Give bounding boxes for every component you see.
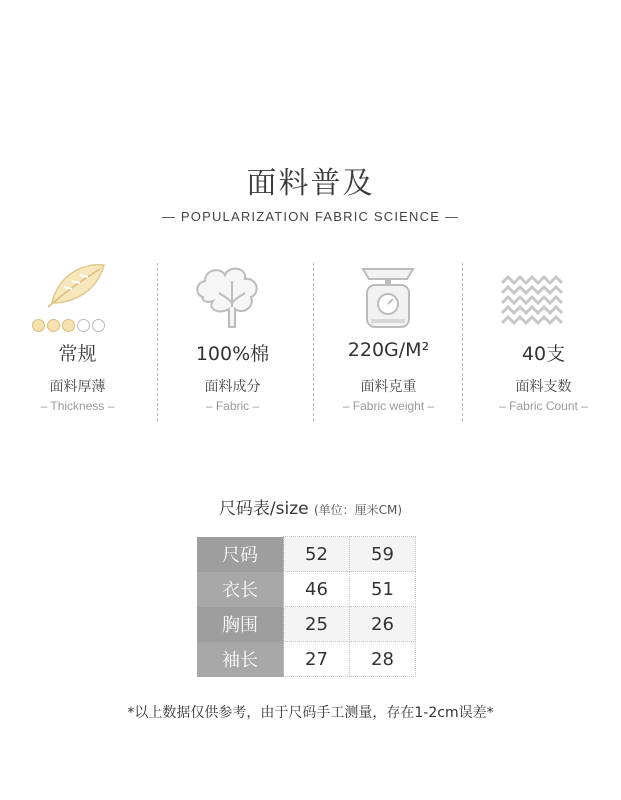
page-subtitle: — POPULARIZATION FABRIC SCIENCE —	[161, 209, 460, 224]
table-cell: 25	[284, 607, 350, 642]
row-header: 衣长	[197, 572, 284, 607]
feature-thickness	[0, 255, 155, 425]
size-chart-title	[0, 494, 621, 519]
row-header: 袖长	[197, 642, 284, 677]
feature-value: 常规	[58, 343, 97, 365]
table-row	[197, 537, 416, 572]
size-chart-heading: 尺码表/size	[218, 499, 309, 519]
feature-fabric	[155, 255, 310, 425]
row-header: 胸围	[197, 607, 284, 642]
size-chart-unit: (单位：厘米CM)	[314, 503, 403, 517]
feature-label: 面料成分	[204, 379, 261, 395]
feature-weight	[311, 255, 466, 425]
table-row	[197, 572, 416, 607]
feature-label: 面料支数	[515, 379, 572, 395]
row-header: 尺码	[197, 537, 284, 572]
table-row	[197, 607, 416, 642]
table-cell: 28	[350, 642, 416, 677]
feature-value: 220G/M²	[347, 339, 430, 361]
measurement-note: *以上数据仅供参考，由于尺码手工测量，存在1-2cm误差*	[127, 705, 494, 721]
divider	[462, 263, 463, 421]
table-cell: 26	[350, 607, 416, 642]
table-cell: 51	[350, 572, 416, 607]
feature-label: 面料厚薄	[49, 379, 106, 395]
feature-label-en: – Fabric weight –	[342, 399, 435, 413]
feature-label-en: – Thickness –	[40, 399, 115, 413]
feature-value: 100%棉	[195, 343, 270, 365]
thickness-rating	[32, 317, 107, 331]
feature-label-en: – Fabric –	[205, 399, 260, 413]
table-cell: 27	[284, 642, 350, 677]
rating-dot	[92, 319, 105, 332]
rating-dot	[77, 319, 90, 332]
cotton-icon	[155, 257, 310, 333]
feature-count	[466, 255, 621, 425]
rating-dot	[32, 319, 45, 332]
size-table	[197, 536, 416, 677]
feature-label-en: – Fabric Count –	[499, 399, 588, 413]
page-title: 面料普及	[246, 166, 375, 201]
feature-value: 40支	[521, 343, 566, 365]
fabric-features	[0, 255, 621, 425]
rating-dot	[62, 319, 75, 332]
feature-label: 面料克重	[360, 379, 417, 395]
scale-icon	[311, 257, 466, 333]
fabric-weave-icon	[466, 257, 621, 333]
table-row	[197, 642, 416, 677]
table-cell: 59	[350, 537, 416, 572]
rating-dot	[47, 319, 60, 332]
table-cell: 52	[284, 537, 350, 572]
table-cell: 46	[284, 572, 350, 607]
